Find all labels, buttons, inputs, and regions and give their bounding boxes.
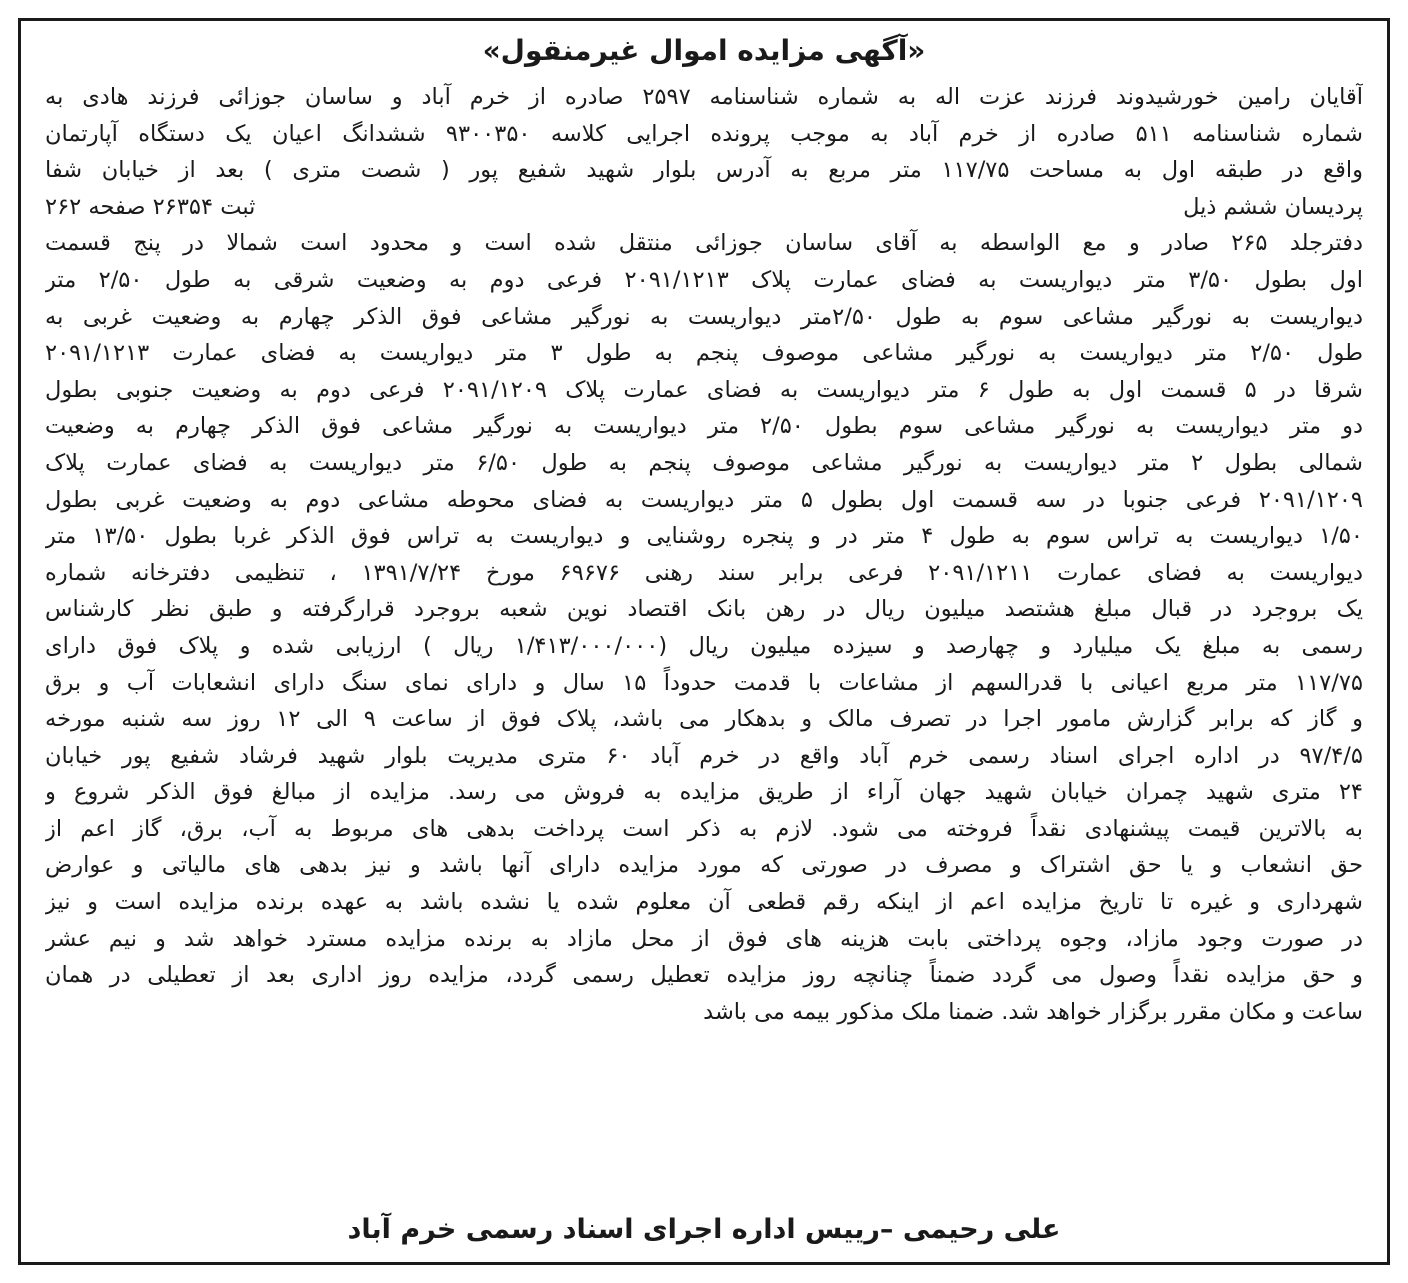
auction-notice xyxy=(18,18,1390,1265)
notice-title: «آگهی مزایده اموال غیرمنقول» xyxy=(482,34,926,67)
notice-last-line: ساعت و مکان مقرر برگزار خواهد شد. ضمنا ملک مذکور بیمه می باشد xyxy=(703,998,1363,1025)
notice-line: دو متر دیواریست به نورگیر مشاعی سوم بطول ۲/۵۰ متر دیواریست به نورگیر مشاعی فوق الذکر چهارم به وضعیت xyxy=(45,413,1363,440)
notice-line: ۱۱۷/۷۵ متر مربع اعیانی با قدرالسهم از مشاعات با قدمت حدوداً ۱۵ سال و دارای نمای سنگ دارای انشعابات آب و برق xyxy=(45,669,1363,696)
notice-line: رسمی به مبلغ یک میلیارد و چهارصد و سیزده میلیون ریال (۱/۴۱۳/۰۰۰/۰۰۰ ریال ) ارزیابی شده و پلاک فوق دارای xyxy=(45,632,1363,659)
notice-body xyxy=(45,79,1363,1030)
notice-line: شرقا در ۵ قسمت اول به طول ۶ متر دیواریست به فضای عمارت پلاک ۲۰۹۱/۱۲۰۹ فرعی دوم به وضعیت جنوبی بطول xyxy=(45,376,1363,403)
notice-line: یک بروجرد در قبال مبلغ هشتصد میلیون ریال در رهن بانک اقتصاد نوین شعبه بروجرد قرارگرفته و طبق نظر کارشناس xyxy=(45,596,1363,623)
notice-line: و حق مزایده نقداً وصول می گردد ضمناً چنانچه روز مزایده تعطیل رسمی گردد، مزایده روز اداری بعد از تعطیلی در همان xyxy=(45,962,1363,989)
notice-line: شمالی بطول ۲ متر دیواریست به نورگیر مشاعی موصوف پنجم به طول ۶/۵۰ متر دیواریست به فضای عمارت پلاک xyxy=(45,449,1363,476)
notice-split-left: ثبت ۲۶۳۵۴ صفحه ۲۶۲ xyxy=(45,193,256,220)
notice-line: طول ۲/۵۰ متر دیواریست به نورگیر مشاعی موصوف پنجم به طول ۳ متر دیواریست به فضای عمارت ۲۰۹۱/۱۲۱۳ xyxy=(45,340,1363,367)
notice-line: در صورت وجود مازاد، وجوه پرداختی بابت هزینه های فوق از محل مازاد به برنده مزایده مسترد خواهد شد و نیم عشر xyxy=(45,925,1363,952)
notice-split-line xyxy=(45,189,1363,226)
notice-line: دیواریست به فضای عمارت ۲۰۹۱/۱۲۱۱ فرعی برابر سند رهنی ۶۹۶۷۶ مورخ ۱۳۹۱/۷/۲۴ ، تنظیمی دفترخانه شماره xyxy=(45,559,1363,586)
notice-line: شماره شناسنامه ۵۱۱ صادره از خرم آباد به موجب پرونده اجرایی کلاسه ۹۳۰۰۳۵۰ ششدانگ اعیان یک دستگاه آپارتمان xyxy=(45,120,1363,147)
notice-line: به بالاترین قیمت پیشنهادی نقداً فروخته می شود. لازم به ذکر است پرداخت بدهی های مربوط به آب، برق، گاز اعم از xyxy=(45,815,1363,842)
notice-line: اول بطول ۳/۵۰ متر دیواریست به فضای عمارت پلاک ۲۰۹۱/۱۲۱۳ فرعی دوم به وضعیت شرقی به طول ۲/۵۰ متر xyxy=(45,266,1363,293)
notice-line: و گاز که برابر گزارش مامور اجرا در تصرف مالک و بدهکار می باشد، پلاک فوق از ساعت ۹ الی ۱۲ روز سه شنبه مورخه xyxy=(45,706,1363,733)
notice-line: دفترجلد ۲۶۵ صادر و مع الواسطه به آقای ساسان جوزائی منتقل شده است و محدود است شمالا در پنج قسمت xyxy=(45,230,1363,257)
notice-line: شهرداری و غیره تا تاریخ مزایده اعم از اینکه رقم قطعی آن معلوم شده یا نشده باشد به عهده برنده مزایده است و نیز xyxy=(45,889,1363,916)
notice-line: ۲۰۹۱/۱۲۰۹ فرعی جنوبا در سه قسمت اول بطول ۵ متر دیواریست به فضای محوطه مشاعی دوم به وضعیت غربی بطول xyxy=(45,486,1363,513)
notice-line: آقایان رامین خورشیدوند فرزند عزت اله به شماره شناسنامه ۲۵۹۷ صادره از خرم آباد و ساسان جوزائی فرزند هادی به xyxy=(45,84,1363,110)
notice-line: ۲۴ متری شهید چمران خیابان شهید جهان آراء از طریق مزایده به فروش می رسد. مزایده از مبالغ فوق الذکر شروع و xyxy=(45,779,1363,806)
notice-line: حق انشعاب و یا حق اشتراک و مصرف در صورتی که مورد مزایده دارای آنها باشد و نیز بدهی های مالیاتی و عوارض xyxy=(45,852,1363,879)
notice-split-right: پردیسان ششم ذیل xyxy=(1183,193,1363,220)
notice-line: دیواریست به نورگیر مشاعی سوم به طول ۲/۵۰متر دیواریست به نورگیر مشاعی فوق الذکر چهارم به وضعیت غربی به xyxy=(45,303,1363,330)
notice-line: ۱/۵۰ دیواریست به تراس سوم به طول ۴ متر در و پنجره روشنایی و دیواریست به تراس فوق الذکر غربا بطول ۱۳/۵۰ متر xyxy=(45,523,1363,550)
notice-line: واقع در طبقه اول به مساحت ۱۱۷/۷۵ متر مربع به آدرس بلوار شهید شفیع پور ( شصت متری ) بعد از خیابان شفا xyxy=(45,157,1363,184)
notice-line: ۹۷/۴/۵ در اداره اجرای اسناد رسمی خرم آباد واقع در خرم آباد ۶۰ متری مدیریت بلوار شهید فرشاد شفیع پور خیابان xyxy=(45,742,1363,769)
notice-signature: علی رحیمی –رییس اداره اجرای اسناد رسمی خرم آباد xyxy=(347,1214,1061,1245)
